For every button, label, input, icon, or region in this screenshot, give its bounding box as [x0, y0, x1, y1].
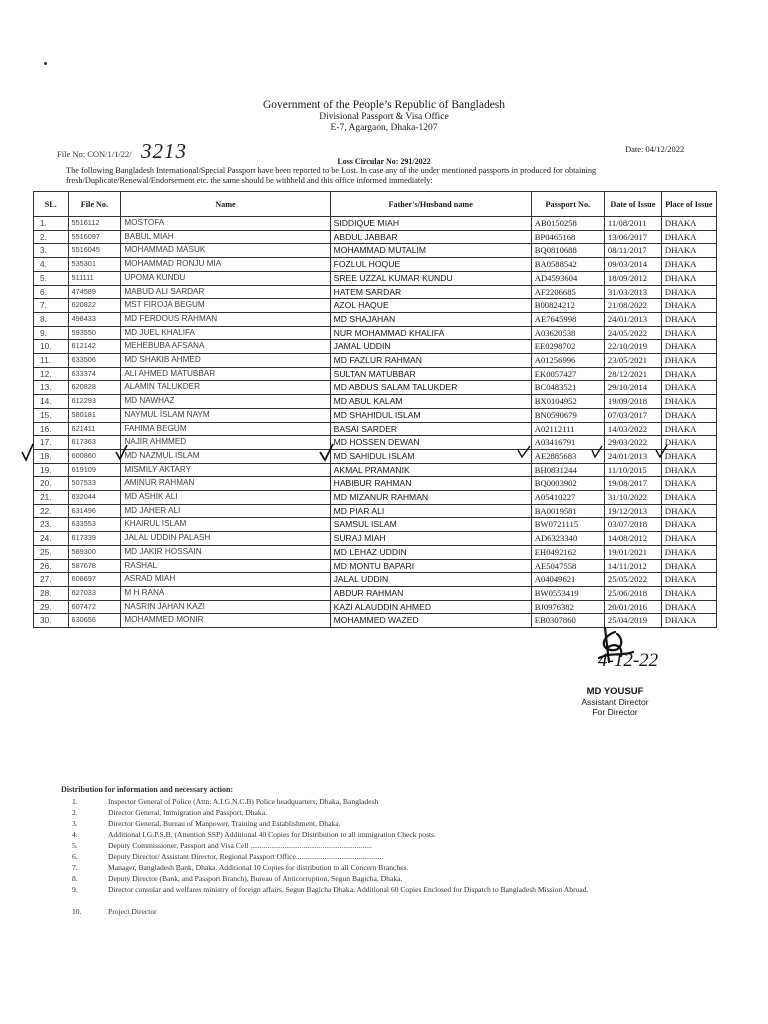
row-father-name: JAMAL UDDIN [330, 340, 531, 354]
row-date-of-issue: 22/10/2019 [604, 340, 661, 354]
signatory-name: MD YOUSUF [586, 686, 644, 697]
table-row [34, 436, 717, 450]
signatory-capacity: For Director [592, 707, 638, 717]
file-number-handwritten: 3213 [141, 139, 187, 163]
row-name: ALI AHMED MATUBBAR [121, 367, 330, 381]
table-row [34, 326, 717, 340]
row-serial: 25. [34, 545, 69, 559]
file-number-label: File No: CON/1/1/22/ [57, 149, 132, 159]
row-file-no: 620822 [68, 299, 121, 313]
row-place-of-issue: DHAKA [661, 244, 716, 258]
row-passport-no: AD4593604 [531, 271, 604, 285]
row-passport-no: BN0590679 [531, 408, 604, 422]
row-date-of-issue: 19/01/2021 [604, 545, 661, 559]
row-passport-no: BC0483521 [531, 381, 604, 395]
distribution-item-text: Director General, Immigration and Passport, Dhaka. [108, 808, 267, 817]
row-serial: 24. [34, 532, 69, 546]
distribution-item [70, 884, 710, 906]
row-serial: 18. [34, 449, 69, 463]
row-father-name: MD ABUL KALAM [330, 395, 531, 409]
row-name: NASRIN JAHAN KAZI [121, 600, 330, 614]
row-date-of-issue: 14/08/2012 [604, 532, 661, 546]
row-name: MISMILY AKTARY [121, 463, 330, 477]
row-father-name: NUR MOHAMMAD KHALIFA [330, 326, 531, 340]
row-name: NAYMUL ISLAM NAYM [121, 408, 330, 422]
row-father-name: BASAI SARDER [330, 422, 531, 436]
row-date-of-issue: 24/05/2022 [604, 326, 661, 340]
row-place-of-issue: DHAKA [661, 504, 716, 518]
table-row [34, 367, 717, 381]
row-serial: 27. [34, 573, 69, 587]
row-father-name: SIDDIQUE MIAH [330, 217, 531, 231]
distribution-item-text: Director General, Bureau of Manpower, Training and Establishment, Dhaka. [108, 819, 341, 828]
speck-mark [44, 62, 47, 65]
row-father-name: SREE UZZAL KUMAR KUNDU [330, 271, 531, 285]
row-serial: 12. [34, 367, 69, 381]
row-passport-no: BA0588542 [531, 258, 604, 272]
row-place-of-issue: DHAKA [661, 271, 716, 285]
row-name: MD JAHER ALI [121, 504, 330, 518]
row-serial: 2. [34, 230, 69, 244]
signature-date-handwritten: 4-12-22 [598, 650, 659, 671]
table-row [34, 463, 717, 477]
distribution-item [70, 818, 710, 829]
distribution-item [70, 873, 710, 884]
distribution-item-text: Additional I.G.P.S.B. (Attention SSP) Additional 40 Copies for Distribution to all immigration Check posts. [108, 830, 437, 839]
table-row [34, 354, 717, 368]
row-serial: 29. [34, 600, 69, 614]
row-date-of-issue: 24/01/2013 [604, 449, 661, 463]
row-file-no: 633506 [68, 354, 121, 368]
row-date-of-issue: 31/03/2013 [604, 285, 661, 299]
row-file-no: 617363 [68, 436, 121, 450]
distribution-item-text: Deputy Director (Bank, and Passport Branch), Bureau of Anticorruption, Segun Bagicha, Dhaka. [108, 874, 403, 883]
row-father-name: KAZI ALAUDDIN AHMED [330, 600, 531, 614]
row-file-no: 5516097 [68, 230, 121, 244]
row-place-of-issue: DHAKA [661, 299, 716, 313]
col-header-father-name: Father's/Husband name [330, 192, 531, 217]
row-place-of-issue: DHAKA [661, 463, 716, 477]
distribution-item-text: Inspector General of Police (Attn: A.I.G.N.C.B) Police headquarters, Dhaka, Bangladesh [108, 797, 379, 806]
row-father-name: MD MIZANUR RAHMAN [330, 491, 531, 505]
row-place-of-issue: DHAKA [661, 312, 716, 326]
row-father-name: MD ABDUS SALAM TALUKDER [330, 381, 531, 395]
row-place-of-issue: DHAKA [661, 258, 716, 272]
row-passport-no: BQ0810688 [531, 244, 604, 258]
row-name: MOHAMMAD RONJU MIA [121, 258, 330, 272]
row-name: NAJIR AHMMED [121, 436, 330, 450]
row-passport-no: BJ0976382 [531, 600, 604, 614]
row-file-no: 607472 [68, 600, 121, 614]
row-date-of-issue: 28/12/2021 [604, 367, 661, 381]
table-body [34, 217, 717, 628]
row-name: MD JAKIR HOSSAIN [121, 545, 330, 559]
row-passport-no: BH0831244 [531, 463, 604, 477]
row-father-name: MD FAZLUR RAHMAN [330, 354, 531, 368]
table-row [34, 244, 717, 258]
row-name: MABUD ALI SARDAR [121, 285, 330, 299]
row-place-of-issue: DHAKA [661, 408, 716, 422]
row-date-of-issue: 31/10/2022 [604, 491, 661, 505]
row-date-of-issue: 29/03/2022 [604, 436, 661, 450]
row-file-no: 631496 [68, 504, 121, 518]
row-father-name: AKMAL PRAMANIK [330, 463, 531, 477]
distribution-item-number: 2. [72, 808, 78, 817]
row-date-of-issue: 14/03/2022 [604, 422, 661, 436]
row-serial: 11. [34, 354, 69, 368]
distribution-item-number: 4. [72, 830, 78, 839]
row-passport-no: A01256996 [531, 354, 604, 368]
row-father-name: SAMSUL ISLAM [330, 518, 531, 532]
row-father-name: MD HOSSEN DEWAN [330, 436, 531, 450]
row-serial: 30. [34, 614, 69, 628]
row-serial: 10. [34, 340, 69, 354]
row-place-of-issue: DHAKA [661, 600, 716, 614]
row-father-name: ABDUL JABBAR [330, 230, 531, 244]
distribution-item-text: Deputy Commissioner, Passport and Visa Cell ................................................................ [108, 841, 372, 850]
row-passport-no: A03620538 [531, 326, 604, 340]
row-serial: 13. [34, 381, 69, 395]
row-name: RASHAL [121, 559, 330, 573]
row-file-no: 612142 [68, 340, 121, 354]
row-serial: 20. [34, 477, 69, 491]
row-name: MOHAMMAD MASUK [121, 244, 330, 258]
lost-passports-table [33, 191, 717, 628]
table-row [34, 395, 717, 409]
row-name: MST FIROJA BEGUM [121, 299, 330, 313]
row-date-of-issue: 23/05/2021 [604, 354, 661, 368]
col-header-date-of-issue: Date of Issue [604, 192, 661, 217]
row-place-of-issue: DHAKA [661, 340, 716, 354]
row-father-name: MD SAHIDUL ISLAM [330, 449, 531, 463]
row-serial: 8. [34, 312, 69, 326]
row-name: MD NAWHAZ [121, 395, 330, 409]
distribution-item-number: 7. [72, 863, 78, 872]
distribution-item-text: Manager, Bangladesh Bank, Dhaka. Additional 10 Copies for distribution to all Concern Branches. [108, 863, 409, 872]
row-date-of-issue: 21/08/2022 [604, 299, 661, 313]
row-serial: 17. [34, 436, 69, 450]
header-government: Government of the People’s Republic of Bangladesh [262, 99, 506, 111]
table-row [34, 586, 717, 600]
table-row [34, 258, 717, 272]
table-row [34, 312, 717, 326]
row-file-no: 619109 [68, 463, 121, 477]
table-row [34, 408, 717, 422]
row-date-of-issue: 03/07/2018 [604, 518, 661, 532]
row-place-of-issue: DHAKA [661, 586, 716, 600]
row-father-name: MD PIAR ALI [330, 504, 531, 518]
row-file-no: 621411 [68, 422, 121, 436]
row-date-of-issue: 24/01/2013 [604, 312, 661, 326]
row-place-of-issue: DHAKA [661, 381, 716, 395]
table-row [34, 491, 717, 505]
row-date-of-issue: 14/11/2012 [604, 559, 661, 573]
row-passport-no: EB0307860 [531, 614, 604, 628]
row-place-of-issue: DHAKA [661, 217, 716, 231]
distribution-title: Distribution for information and necessary action: [61, 785, 234, 794]
row-passport-no: A03416791 [531, 436, 604, 450]
row-serial: 15. [34, 408, 69, 422]
distribution-item-number: 8. [72, 874, 78, 883]
distribution-item-text: Director consular and welfares ministry of foreign affairs, Segun Bagicha Dhaka. Additional 60 Copies Enclosed for Dispatch to Bangladesh Mission Abroad. [108, 885, 589, 894]
row-serial: 7. [34, 299, 69, 313]
row-passport-no: A04049621 [531, 573, 604, 587]
table-row [34, 532, 717, 546]
row-serial: 23. [34, 518, 69, 532]
table-row [34, 299, 717, 313]
row-serial: 21. [34, 491, 69, 505]
col-header-place-of-issue: Place of Issue [661, 192, 716, 217]
row-place-of-issue: DHAKA [661, 354, 716, 368]
row-file-no: 5516045 [68, 244, 121, 258]
row-name: MD JUEL KHALIFA [121, 326, 330, 340]
row-passport-no: EE0298702 [531, 340, 604, 354]
signatory-block [570, 686, 660, 717]
row-father-name: HABIBUR RAHMAN [330, 477, 531, 491]
row-name: JALAL UDDIN PALASH [121, 532, 330, 546]
row-serial: 19. [34, 463, 69, 477]
header-address: E-7, Agargaon, Dhaka-1207 [330, 123, 438, 133]
row-date-of-issue: 19/12/2013 [604, 504, 661, 518]
table-row [34, 518, 717, 532]
table-row [34, 340, 717, 354]
distribution-item [70, 807, 710, 818]
row-passport-no: EH0492162 [531, 545, 604, 559]
row-father-name: SURAJ MIAH [330, 532, 531, 546]
row-place-of-issue: DHAKA [661, 518, 716, 532]
row-serial: 3. [34, 244, 69, 258]
row-file-no: 612293 [68, 395, 121, 409]
row-file-no: 498433 [68, 312, 121, 326]
row-file-no: 587678 [68, 559, 121, 573]
row-place-of-issue: DHAKA [661, 285, 716, 299]
table-row [34, 573, 717, 587]
row-name: M H RANA [121, 586, 330, 600]
col-header-passport-no: Passport No. [531, 192, 604, 217]
distribution-item-text: Deputy Director/ Assistant Director, Regional Passport Office.............................................. [108, 852, 384, 861]
table-row [34, 230, 717, 244]
row-place-of-issue: DHAKA [661, 614, 716, 628]
row-date-of-issue: 11/10/2015 [604, 463, 661, 477]
distribution-item-number: 9. [72, 885, 78, 894]
row-place-of-issue: DHAKA [661, 559, 716, 573]
distribution-item-text: Project Director [108, 907, 157, 916]
row-date-of-issue: 11/08/2011 [604, 217, 661, 231]
row-place-of-issue: DHAKA [661, 422, 716, 436]
row-name: MOSTOFA [121, 217, 330, 231]
row-file-no: 580181 [68, 408, 121, 422]
row-name: ASRAD MIAH [121, 573, 330, 587]
row-place-of-issue: DHAKA [661, 477, 716, 491]
row-place-of-issue: DHAKA [661, 449, 716, 463]
row-father-name: ABDUR RAHMAN [330, 586, 531, 600]
row-serial: 6. [34, 285, 69, 299]
tick-mark-icon [22, 444, 33, 460]
row-passport-no: BP0465168 [531, 230, 604, 244]
row-father-name: MD MONTU BAPARI [330, 559, 531, 573]
table-row [34, 545, 717, 559]
signatory-title: Assistant Director [581, 697, 649, 707]
row-date-of-issue: 20/01/2016 [604, 600, 661, 614]
row-passport-no: BW0553419 [531, 586, 604, 600]
row-date-of-issue: 09/03/2014 [604, 258, 661, 272]
row-place-of-issue: DHAKA [661, 230, 716, 244]
distribution-item-number: 6. [72, 852, 78, 861]
row-serial: 4. [34, 258, 69, 272]
row-passport-no: AF2206685 [531, 285, 604, 299]
row-date-of-issue: 29/10/2014 [604, 381, 661, 395]
table-row [34, 271, 717, 285]
row-file-no: 633553 [68, 518, 121, 532]
row-serial: 16. [34, 422, 69, 436]
row-father-name: SULTAN MATUBBAR [330, 367, 531, 381]
row-place-of-issue: DHAKA [661, 532, 716, 546]
row-name: ALAMIN TALUKDER [121, 381, 330, 395]
row-serial: 22. [34, 504, 69, 518]
row-file-no: 630656 [68, 614, 121, 628]
row-name: MOHAMMED MONIR [121, 614, 330, 628]
row-place-of-issue: DHAKA [661, 545, 716, 559]
row-passport-no: AE2885683 [531, 449, 604, 463]
distribution-item-number: 10. [72, 907, 82, 916]
row-passport-no: B00824212 [531, 299, 604, 313]
distribution-item [70, 796, 710, 807]
office-header [0, 99, 768, 134]
distribution-item [70, 840, 710, 851]
row-date-of-issue: 18/09/2012 [604, 271, 661, 285]
row-file-no: 5516112 [68, 217, 121, 231]
table-row [34, 217, 717, 231]
header-office: Divisional Passport & Visa Office [319, 112, 449, 122]
distribution-item [70, 906, 710, 917]
table-row [34, 504, 717, 518]
circular-title: Loss Circular No: 291/2022 [337, 157, 431, 166]
row-date-of-issue: 13/06/2017 [604, 230, 661, 244]
distribution-list [70, 796, 710, 917]
row-file-no: 620828 [68, 381, 121, 395]
row-passport-no: AE5047558 [531, 559, 604, 573]
row-father-name: MOHAMMAD MUTALIM [330, 244, 531, 258]
distribution-item [70, 862, 710, 873]
row-father-name: MOHAMMED WAZED [330, 614, 531, 628]
row-father-name: MD SHAHIDUL ISLAM [330, 408, 531, 422]
row-date-of-issue: 19/08/2017 [604, 477, 661, 491]
row-father-name: JALAL UDDIN [330, 573, 531, 587]
row-name: FAHIMA BEGUM [121, 422, 330, 436]
row-name: MD SHAKIB AHMED [121, 354, 330, 368]
table-row [34, 477, 717, 491]
distribution-item [70, 829, 710, 840]
distribution-item-number: 3. [72, 819, 78, 828]
row-date-of-issue: 07/03/2017 [604, 408, 661, 422]
row-name: AMINUR RAHMAN [121, 477, 330, 491]
row-serial: 5. [34, 271, 69, 285]
row-name: MD FERDOUS RAHMAN [121, 312, 330, 326]
row-place-of-issue: DHAKA [661, 436, 716, 450]
row-place-of-issue: DHAKA [661, 367, 716, 381]
row-file-no: 511111 [68, 271, 121, 285]
row-serial: 1. [34, 217, 69, 231]
row-passport-no: A05410227 [531, 491, 604, 505]
row-serial: 28. [34, 586, 69, 600]
row-name: KHAIRUL ISLAM [121, 518, 330, 532]
col-header-file-no: File No. [68, 192, 121, 217]
row-place-of-issue: DHAKA [661, 395, 716, 409]
table-row [34, 381, 717, 395]
row-file-no: 600860 [68, 449, 121, 463]
row-date-of-issue: 25/05/2022 [604, 573, 661, 587]
row-name: UPOMA KUNDU [121, 271, 330, 285]
row-file-no: 627033 [68, 586, 121, 600]
row-father-name: HATEM SARDAR [330, 285, 531, 299]
row-name: BABUL MIAH [121, 230, 330, 244]
row-passport-no: A02112111 [531, 422, 604, 436]
row-file-no: 593550 [68, 326, 121, 340]
row-serial: 26. [34, 559, 69, 573]
row-serial: 9. [34, 326, 69, 340]
col-header-name: Name [121, 192, 330, 217]
row-passport-no: BA0019581 [531, 504, 604, 518]
row-date-of-issue: 25/04/2019 [604, 614, 661, 628]
row-serial: 14. [34, 395, 69, 409]
circular-date: Date: 04/12/2022 [625, 144, 685, 154]
row-name: MEHEBUBA AFSANA [121, 340, 330, 354]
table-row [34, 600, 717, 614]
row-passport-no: BW0721115 [531, 518, 604, 532]
row-place-of-issue: DHAKA [661, 326, 716, 340]
row-father-name: AZOL HAQUE [330, 299, 531, 313]
row-place-of-issue: DHAKA [661, 573, 716, 587]
row-father-name: MD LEHAZ UDDIN [330, 545, 531, 559]
row-date-of-issue: 25/06/2018 [604, 586, 661, 600]
row-passport-no: AE7645998 [531, 312, 604, 326]
distribution-item [70, 851, 710, 862]
distribution-item-number: 1. [72, 797, 78, 806]
row-file-no: 589300 [68, 545, 121, 559]
table-row [34, 559, 717, 573]
row-file-no: 507533 [68, 477, 121, 491]
row-file-no: 617339 [68, 532, 121, 546]
row-passport-no: AD6323340 [531, 532, 604, 546]
table-header-row [34, 192, 717, 217]
row-place-of-issue: DHAKA [661, 491, 716, 505]
circular-intro: The following Bangladesh International/Special Passport have been reported to be Lost. In case any of the under mentioned passports in produced for obtaining fresh/Duplicate/Renewal/Endorsement etc. the same should be withheld and this office informed immediately: [66, 166, 597, 185]
row-name: MD ASHIK ALI [121, 491, 330, 505]
row-passport-no: EK0057427 [531, 367, 604, 381]
row-date-of-issue: 19/09/2018 [604, 395, 661, 409]
row-passport-no: BQ0003902 [531, 477, 604, 491]
col-header-sl: SL. [34, 192, 69, 217]
row-file-no: 535301 [68, 258, 121, 272]
row-file-no: 608697 [68, 573, 121, 587]
row-date-of-issue: 08/11/2017 [604, 244, 661, 258]
table-row [34, 449, 717, 463]
row-name: MD NAZMUL ISLAM [121, 449, 330, 463]
row-father-name: FOZLUL HOQUE [330, 258, 531, 272]
row-passport-no: BX0104952 [531, 395, 604, 409]
row-file-no: 633374 [68, 367, 121, 381]
table-row [34, 422, 717, 436]
table-row [34, 285, 717, 299]
row-passport-no: AB0150258 [531, 217, 604, 231]
row-file-no: 632044 [68, 491, 121, 505]
row-file-no: 474589 [68, 285, 121, 299]
distribution-item-number: 5. [72, 841, 78, 850]
row-father-name: MD SHAJAHAN [330, 312, 531, 326]
